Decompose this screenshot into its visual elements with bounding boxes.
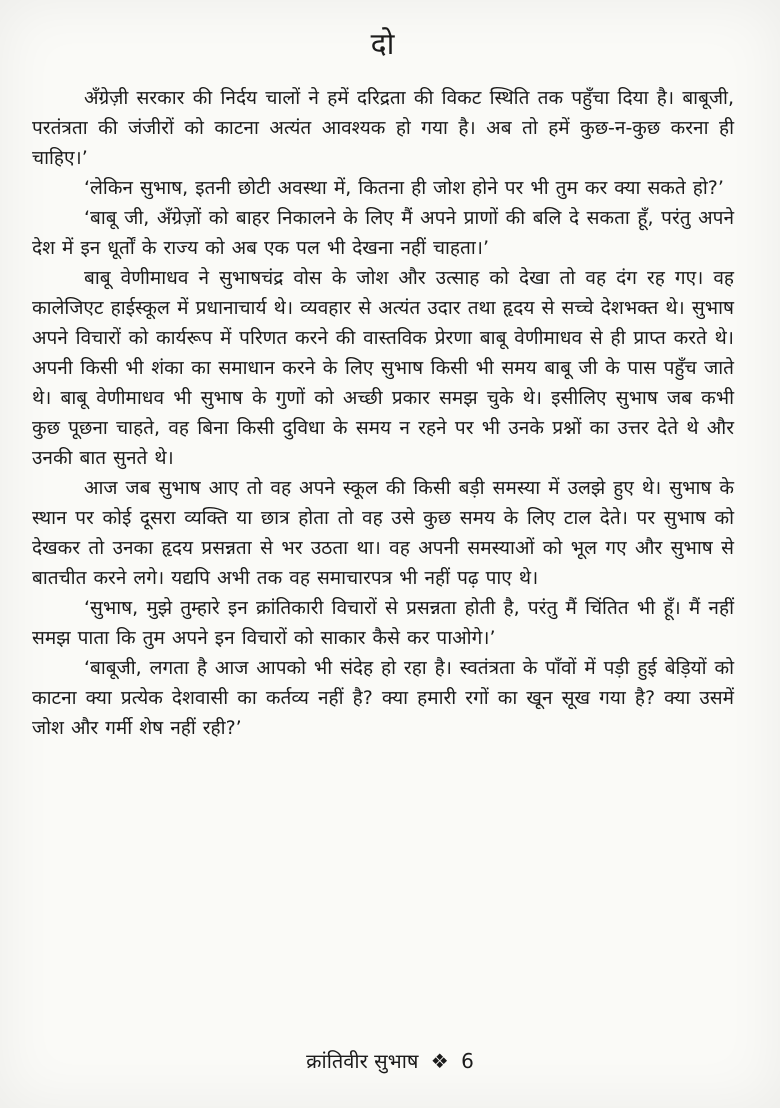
paragraph-7: ‘बाबूजी, लगता है आज आपको भी संदेह हो रहा है। स्वतंत्रता के पाँवों में पड़ी हुई बेड़ियों को काटना क्या प्रत्येक देशवासी का कर्तव्य नहीं है? क्या हमारी रगों का खून सूख गया है? क्या उसमें जोश और गर्मी शेष नहीं रही?’	[32, 657, 734, 739]
paragraph-1: अँग्रेज़ी सरकार की निर्दय चालों ने हमें दरिद्रता की विकट स्थिति तक पहुँचा दिया है। बाबूजी, परतंत्रता की जंजीरों को काटना अत्यंत आवश्यक हो गया है। अब तो हमें कुछ-न-कुछ करना ही चाहिए।’	[32, 87, 734, 169]
paragraph-6: ‘सुभाष, मुझे तुम्हारे इन क्रांतिकारी विचारों से प्रसन्नता होती है, परंतु मैं चिंतित भी हूँ। मैं नहीं समझ पाता कि तुम अपने इन विचारों को साकार कैसे कर पाओगे।’	[32, 597, 734, 649]
footer-book-title: क्रांतिवीर सुभाष	[306, 1049, 419, 1073]
paragraph-2: ‘लेकिन सुभाष, इतनी छोटी अवस्था में, कितना ही जोश होने पर भी तुम कर क्या सकते हो?’	[84, 177, 724, 199]
paragraph-3: ‘बाबू जी, अँग्रेज़ों को बाहर निकालने के लिए मैं अपने प्राणों की बलि दे सकता हूँ, परंतु अपने देश में इन धूर्तों के राज्य को अब एक पल भी देखना नहीं चाहता।’	[32, 207, 734, 259]
page-footer	[0, 1047, 780, 1074]
footer-separator-icon: ❖	[430, 1049, 449, 1073]
chapter-title: दो	[370, 27, 396, 62]
body-text	[32, 83, 734, 743]
paragraph-5: आज जब सुभाष आए तो वह अपने स्कूल की किसी बड़ी समस्या में उलझे हुए थे। सुभाष के स्थान पर कोई दूसरा व्यक्ति या छात्र होता तो वह उसे कुछ समय के लिए टाल देते। पर सुभाष को देखकर तो उनका हृदय प्रसन्नता से भर उठता था। वह अपनी समस्याओं को भूल गए और सुभाष से बातचीत करने लगे। यद्यपि अभी तक वह समाचारपत्र भी नहीं पढ़ पाए थे।	[32, 477, 734, 589]
paragraph-4: बाबू वेणीमाधव ने सुभाषचंद्र वोस के जोश और उत्साह को देखा तो वह दंग रह गए। वह कालेजिएट हाईस्कूल में प्रधानाचार्य थे। व्यवहार से अत्यंत उदार तथा हृदय से सच्चे देशभक्त थे। सुभाष अपने विचारों को कार्यरूप में परिणत करने की वास्तविक प्रेरणा बाबू वेणीमाधव से ही प्राप्त करते थे। अपनी किसी भी शंका का समाधान करने के लिए सुभाष किसी भी समय बाबू जी के पास पहुँच जाते थे। बाबू वेणीमाधव भी सुभाष के गुणों को अच्छी प्रकार समझ चुके थे। इसीलिए सुभाष जब कभी कुछ पूछना चाहते, वह बिना किसी दुविधा के समय न रहने पर भी उनके प्रश्नों का उत्तर देते थे और उनकी बात सुनते थे।	[32, 267, 734, 469]
footer-page-number: 6	[461, 1049, 474, 1073]
